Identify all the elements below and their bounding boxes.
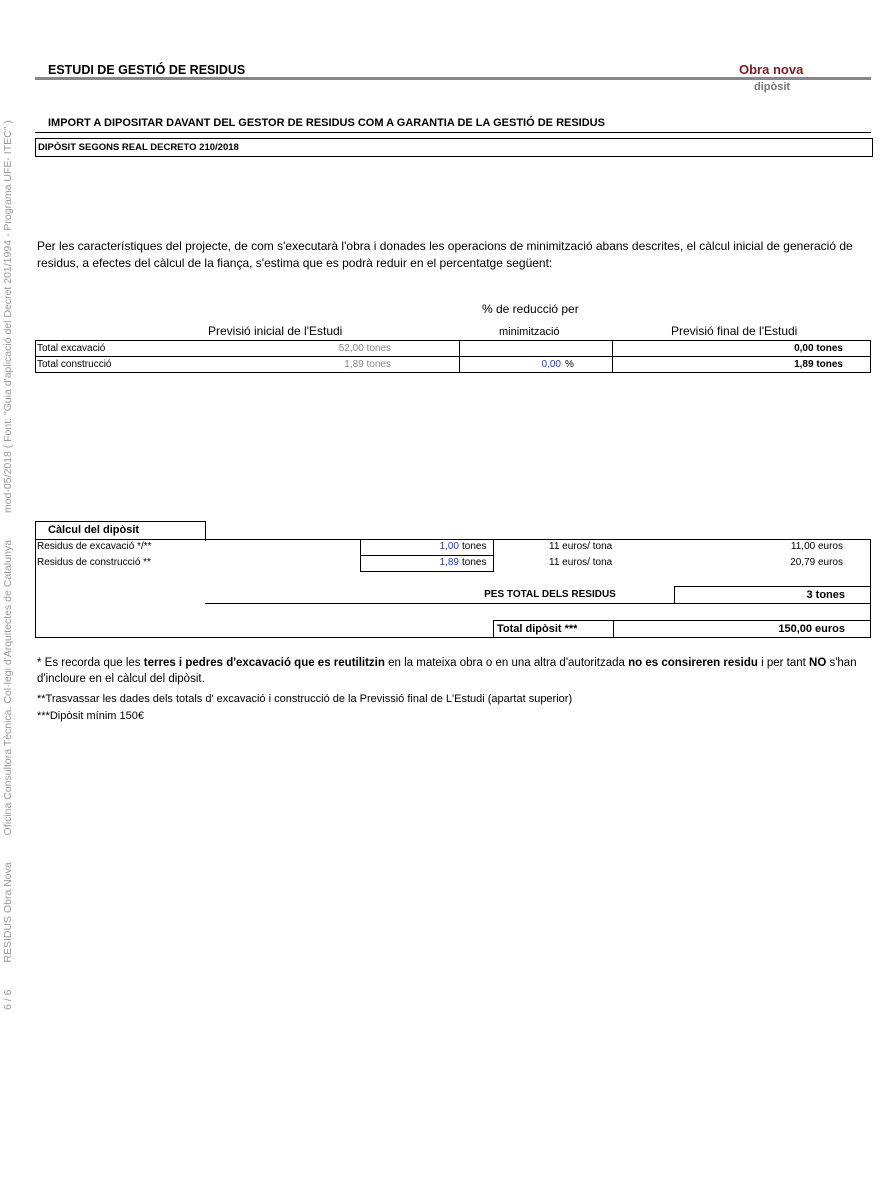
deposit-row-excavation-qty-unit: tones (462, 541, 487, 552)
deposit-row-construction-qty-unit: tones (462, 557, 487, 568)
section-divider (35, 132, 871, 133)
deposit-row-construction-rate: 11 euros/ tona (549, 557, 613, 568)
note-1-part-f: NO (809, 657, 827, 669)
intro-paragraph: Per les característiques del projecte, de com s'executarà l'obra i donades les operacions de minimització abans descrites, el càlcul inicial de generació de residus, a efectes del càlcul de la fiança, s'estima que es podrà reduir en el percentatge següent: (37, 239, 853, 270)
col-final-header: Previsió final de l'Estudi (671, 324, 798, 338)
col-initial-header: Previsió inicial de l'Estudi (208, 324, 343, 338)
document-category: Obra nova (739, 62, 804, 77)
row-excavation-final: 0,00 tones (794, 343, 843, 354)
deposit-row-construction-label: Residus de construcció ** (37, 557, 151, 568)
deposit-row-construction-amount: 20,79 euros (790, 557, 843, 568)
row-excavation-initial: 52,00 tones (338, 343, 391, 354)
side-margin-text (2, 70, 18, 1010)
deposit-row-construction-qty: 1,89 (439, 557, 459, 568)
side-source: mod-05/2018 ( Font: "Guia d'aplicació del Decret 201/1994 - Programa UFE- ITEC" ) (2, 120, 14, 514)
note-reused-soil (37, 655, 857, 687)
side-module: RESIDUS Obra Nova (2, 862, 14, 963)
row-construction-reduction[interactable]: 0,00 (541, 359, 561, 370)
deposit-title: Càlcul del dipòsit (48, 524, 140, 536)
note-1-part-e: i per tant (757, 657, 810, 669)
section-title: IMPORT A DIPOSITAR DAVANT DEL GESTOR DE RESIDUS COM A GARANTIA DE LA GESTIÓ DE RESIDUS (48, 117, 605, 129)
note-1-part-d: no es consireren residu (628, 657, 758, 669)
row-construction-final: 1,89 tones (794, 359, 843, 370)
row-excavation-label: Total excavació (37, 343, 106, 354)
deposit-row-excavation-amount: 11,00 euros (790, 541, 843, 552)
total-weight-label: PES TOTAL DELS RESIDUS (484, 589, 616, 600)
header-divider (35, 77, 871, 80)
document-title: ESTUDI DE GESTIÓ DE RESIDUS (48, 63, 246, 77)
total-weight-value: 3 tones (806, 589, 845, 601)
side-page-number: 6 / 6 (2, 989, 14, 1010)
note-1-part-c: en la mateixa obra o en una altra d'autoritzada (384, 657, 629, 669)
deposit-row-excavation-rate: 11 euros/ tona (549, 541, 613, 552)
col-reduction-header-2: minimització (499, 326, 560, 338)
note-minimum-deposit: ***Dipòsit mínim 150€ (37, 710, 144, 722)
deposit-row-excavation-label: Residus de excavació */** (37, 541, 152, 552)
total-deposit-value: 150,00 euros (778, 623, 845, 635)
document-subcategory: dipòsit (754, 81, 791, 93)
note-1-part-a: * Es recorda que les (37, 657, 144, 669)
row-construction-initial: 1,89 tones (344, 359, 391, 370)
note-transfer-data: **Trasvassar les dades dels totals d' excavació i construcció de la Previssió final de L'Estudi (apartat superior) (37, 693, 573, 705)
row-construction-label: Total construcció (37, 359, 112, 370)
col-reduction-header-1: % de reducció per (482, 302, 579, 316)
note-1-part-b: terres i pedres d'excavació que es reutilitzin (143, 657, 385, 669)
note-1-part-g: s'han d'incloure en el càlcul del dipòsit. (37, 657, 857, 685)
total-deposit-label: Total dipòsit *** (497, 623, 578, 635)
section-box-title: DIPÒSIT SEGONS REAL DECRETO 210/2018 (35, 138, 873, 157)
side-office: Oficina Consultora Tècnica. Col·legi d'Arquitectes de Catalunya (2, 539, 14, 836)
deposit-row-excavation-qty: 1,00 (439, 541, 459, 552)
row-construction-reduction-unit: % (565, 359, 574, 370)
